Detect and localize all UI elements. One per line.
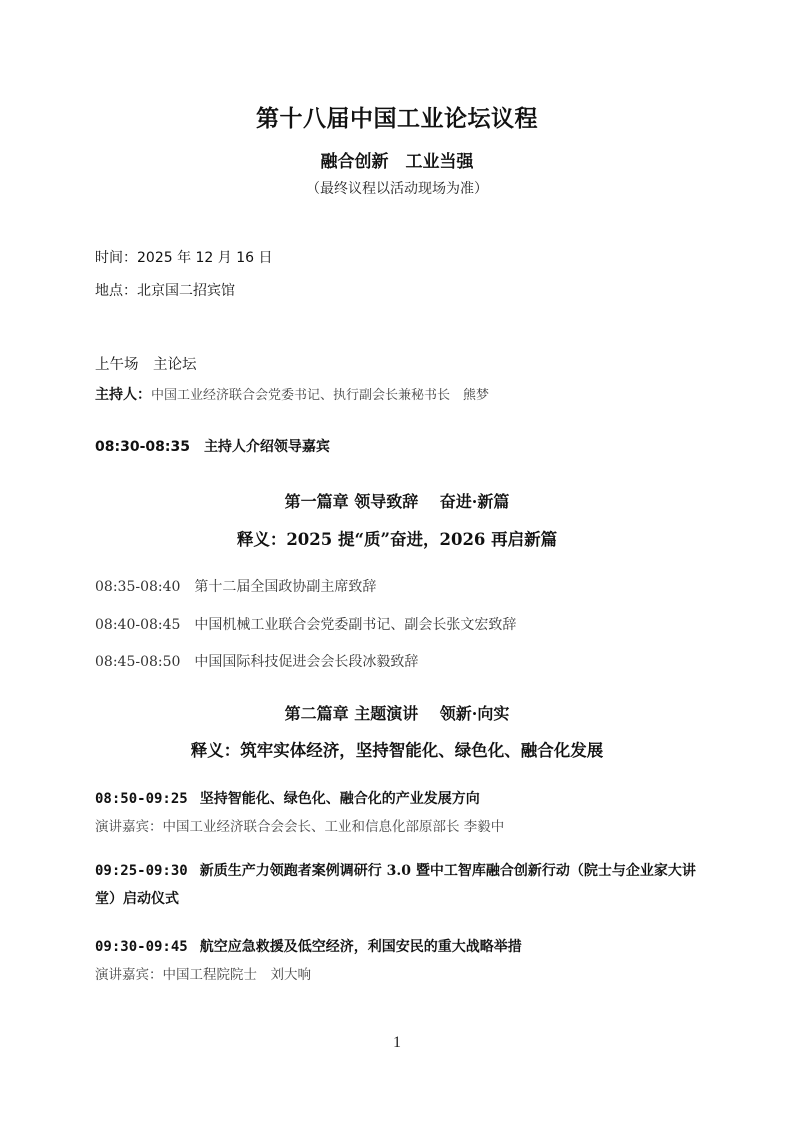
chapter1-title: 第一篇章 领导致辞 奋进·新篇: [284, 492, 510, 511]
host-text: 中国工业经济联合会党委书记、执行副会长兼秘书长 熊梦: [151, 388, 490, 403]
chapter2-subtitle: 释义：筑牢实体经济，坚持智能化、绿色化、融合化发展: [190, 741, 604, 760]
item-text: 中国国际科技促进会会长段冰毅致辞: [194, 654, 419, 670]
agenda-item: [95, 651, 418, 671]
agenda-note: （最终议程以活动现场为准）: [306, 181, 488, 197]
item-time: 08:40-08:45: [95, 617, 181, 633]
chapter1-subtitle: 释义：2025 提“质”奋进，2026 再启新篇: [236, 530, 558, 549]
talk-time: 08:50-09:25: [95, 791, 188, 807]
item-time: 08:45-08:50: [95, 654, 181, 670]
item-time: 08:35-08:40: [95, 579, 181, 595]
page-subtitle: 融合创新 工业当强: [320, 152, 474, 172]
session-host: [95, 384, 489, 404]
opening-item: [95, 436, 330, 456]
talk-title: 新质生产力领跑者案例调研行 3.0 暨中工智库融合创新行动（院士与企业家大讲堂）启动仪式: [95, 863, 696, 907]
opening-time: 08:30-08:35: [95, 439, 190, 455]
page-title: 第十八届中国工业论坛议程: [256, 106, 538, 132]
agenda-item: [95, 576, 376, 596]
page-number: 1: [393, 1034, 401, 1051]
talk-speaker: 演讲嘉宾：中国工业经济联合会会长、工业和信息化部原部长 李毅中: [95, 819, 505, 835]
talk-item: [95, 936, 522, 956]
item-text: 中国机械工业联合会党委副书记、副会长张文宏致辞: [194, 617, 517, 633]
talk-time: 09:30-09:45: [95, 939, 188, 955]
event-location: 地点：北京国二招宾馆: [95, 283, 235, 299]
chapter2-title: 第二篇章 主题演讲 领新·向实: [284, 704, 510, 723]
talk-item: [95, 788, 480, 808]
event-time: 时间：2025 年 12 月 16 日: [95, 250, 273, 266]
opening-text: 主持人介绍领导嘉宾: [203, 439, 330, 455]
talk-title: 航空应急救援及低空经济，利国安民的重大战略举措: [199, 939, 522, 955]
talk-time: 09:25-09:30: [95, 863, 188, 879]
session-title: 上午场 主论坛: [95, 357, 197, 373]
talk-item: [95, 857, 705, 913]
agenda-item: [95, 614, 516, 634]
host-label: 主持人：: [95, 387, 151, 403]
talk-speaker: 演讲嘉宾：中国工程院院士 刘大响: [95, 967, 311, 983]
item-text: 第十二届全国政协副主席致辞: [194, 579, 377, 595]
talk-title: 坚持智能化、绿色化、融合化的产业发展方向: [199, 791, 480, 807]
